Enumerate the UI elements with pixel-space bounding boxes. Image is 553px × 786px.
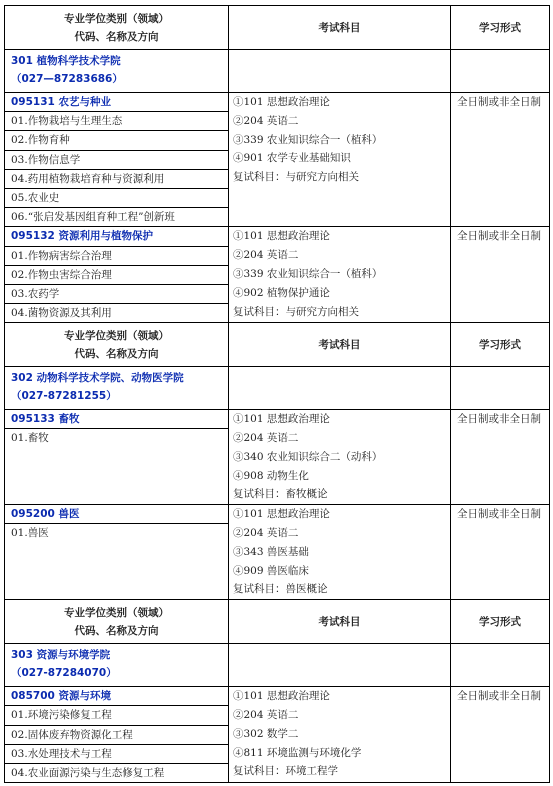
header-program-cell (5, 323, 229, 367)
table-header-row (5, 323, 550, 367)
major-subjects-cell (229, 410, 451, 505)
major-row (5, 505, 550, 600)
major-row (5, 93, 550, 227)
subject-item: ④909 兽医临床 (233, 564, 309, 577)
direction-item: 01.作物病害综合治理 (5, 247, 228, 266)
major-directions (5, 410, 228, 447)
college-cell (5, 367, 229, 410)
header-subjects-cell: 考试科目 (229, 323, 451, 367)
major-title: 095132 资源利用与植物保护 (5, 227, 228, 246)
study-mode: 全日制或非全日制 (451, 93, 550, 227)
study-mode: 全日制或非全日制 (451, 410, 550, 505)
college-empty-cell (451, 644, 550, 687)
header-subjects-cell: 考试科目 (229, 600, 451, 644)
major-row (5, 410, 550, 505)
college-empty-cell (451, 50, 550, 93)
college-empty-cell (229, 50, 451, 93)
direction-item: 04.药用植物栽培育种与资源利用 (5, 170, 228, 189)
direction-item: 03.水处理技术与工程 (5, 745, 228, 764)
subject-item: ②204 英语二 (233, 249, 299, 262)
college-phone: （027-87284070） (11, 667, 117, 680)
subject-item: 复试科目：与研究方向相关 (233, 171, 359, 184)
major-title: 095200 兽医 (5, 505, 228, 524)
table-header-row (5, 600, 550, 644)
major-subjects-cell (229, 687, 451, 783)
subject-item: ④901 农学专业基础知识 (233, 152, 351, 165)
header-program-line2: 代码、名称及方向 (74, 30, 159, 43)
header-program-line1: 专业学位类别（领域） (64, 12, 169, 25)
college-cell (5, 644, 229, 687)
subject-item: 复试科目：与研究方向相关 (233, 305, 359, 318)
header-mode-cell: 学习形式 (451, 323, 550, 367)
subject-item: ②204 英语二 (233, 432, 299, 445)
major-title: 095131 农艺与种业 (5, 93, 228, 112)
major-row (5, 227, 550, 323)
subject-item: ②204 英语二 (233, 527, 299, 540)
subject-item: ③339 农业知识综合一（植科） (233, 133, 383, 146)
direction-item: 02.固体废弃物资源化工程 (5, 726, 228, 745)
major-subjects-cell (229, 93, 451, 227)
header-program-cell (5, 600, 229, 644)
subject-item: ③343 兽医基础 (233, 545, 309, 558)
direction-item: 01.作物栽培与生理生态 (5, 112, 228, 131)
direction-item: 02.作物虫害综合治理 (5, 266, 228, 285)
subject-item: ③302 数学二 (233, 727, 299, 740)
college-name: 301 植物科学技术学院 (11, 55, 121, 67)
major-title: 085700 资源与环境 (5, 687, 228, 706)
subject-item: ①101 思想政治理论 (233, 413, 330, 426)
college-phone: （027-87281255） (11, 390, 117, 403)
header-mode-cell: 学习形式 (451, 600, 550, 644)
college-phone: （027—87283686） (11, 73, 123, 85)
header-program-line1: 专业学位类别（领域） (64, 329, 169, 342)
header-program-line2: 代码、名称及方向 (74, 624, 159, 637)
college-row (5, 644, 550, 687)
major-directions (5, 505, 228, 542)
major-program-cell (5, 410, 229, 505)
program-table (4, 5, 550, 783)
major-subjects-cell (229, 505, 451, 600)
table-header-row (5, 6, 550, 50)
major-subjects (229, 410, 450, 504)
college-row (5, 367, 550, 410)
direction-item: 03.农药学 (5, 285, 228, 304)
subject-item: ①101 思想政治理论 (233, 508, 330, 521)
study-mode: 全日制或非全日制 (451, 687, 550, 783)
header-program-line2: 代码、名称及方向 (74, 347, 159, 360)
college-empty-cell (229, 644, 451, 687)
major-subjects (229, 227, 450, 321)
major-program-cell (5, 505, 229, 600)
direction-item: 05.农业史 (5, 189, 228, 208)
subject-item: ③339 农业知识综合一（植科） (233, 267, 383, 280)
subject-item: ③340 农业知识综合二（动科） (233, 450, 383, 463)
subject-item: ①101 思想政治理论 (233, 96, 330, 108)
subject-item: ②204 英语二 (233, 114, 299, 127)
subject-item: ④908 动物生化 (233, 469, 309, 482)
major-subjects (229, 93, 450, 187)
header-program-cell (5, 6, 229, 50)
subject-item: ④811 环境监测与环境化学 (233, 746, 362, 759)
direction-item: 04.农业面源污染与生态修复工程 (11, 766, 165, 779)
direction-item: 04.菌物资源及其利用 (11, 307, 112, 320)
admissions-catalog-page (4, 5, 549, 783)
subject-item: 复试科目：环境工程学 (233, 765, 338, 778)
college-name: 303 资源与环境学院 (11, 649, 111, 662)
subject-item: ①101 思想政治理论 (233, 230, 330, 243)
program-table-body (5, 6, 550, 783)
direction-item: 01.环境污染修复工程 (5, 706, 228, 725)
direction-item: 01.兽医 (11, 527, 49, 540)
major-subjects (229, 687, 450, 781)
subject-item: 复试科目：畜牧概论 (233, 488, 328, 501)
subject-item: 复试科目：兽医概论 (233, 583, 328, 596)
major-subjects-cell (229, 227, 451, 323)
major-row (5, 687, 550, 783)
major-directions (5, 687, 228, 782)
major-directions (5, 93, 228, 226)
major-program-cell (5, 687, 229, 783)
college-empty-cell (229, 367, 451, 410)
major-subjects (229, 505, 450, 599)
header-subjects-cell: 考试科目 (229, 6, 451, 50)
college-row (5, 50, 550, 93)
study-mode: 全日制或非全日制 (451, 505, 550, 600)
direction-item: 02.作物育种 (5, 131, 228, 150)
header-program-line1: 专业学位类别（领域） (64, 606, 169, 619)
subject-item: ④902 植物保护通论 (233, 286, 330, 299)
major-directions (5, 227, 228, 322)
major-title: 095133 畜牧 (5, 410, 228, 429)
direction-item: 01.畜牧 (11, 432, 49, 445)
direction-item: 06.“张启发基因组育种工程”创新班 (11, 211, 175, 224)
college-name: 302 动物科学技术学院、动物医学院 (11, 372, 184, 385)
study-mode: 全日制或非全日制 (451, 227, 550, 323)
major-program-cell (5, 93, 229, 227)
direction-item: 03.作物信息学 (5, 151, 228, 170)
subject-item: ①101 思想政治理论 (233, 690, 330, 703)
header-mode-cell: 学习形式 (451, 6, 550, 50)
college-empty-cell (451, 367, 550, 410)
major-program-cell (5, 227, 229, 323)
college-cell (5, 50, 229, 93)
subject-item: ②204 英语二 (233, 709, 299, 722)
